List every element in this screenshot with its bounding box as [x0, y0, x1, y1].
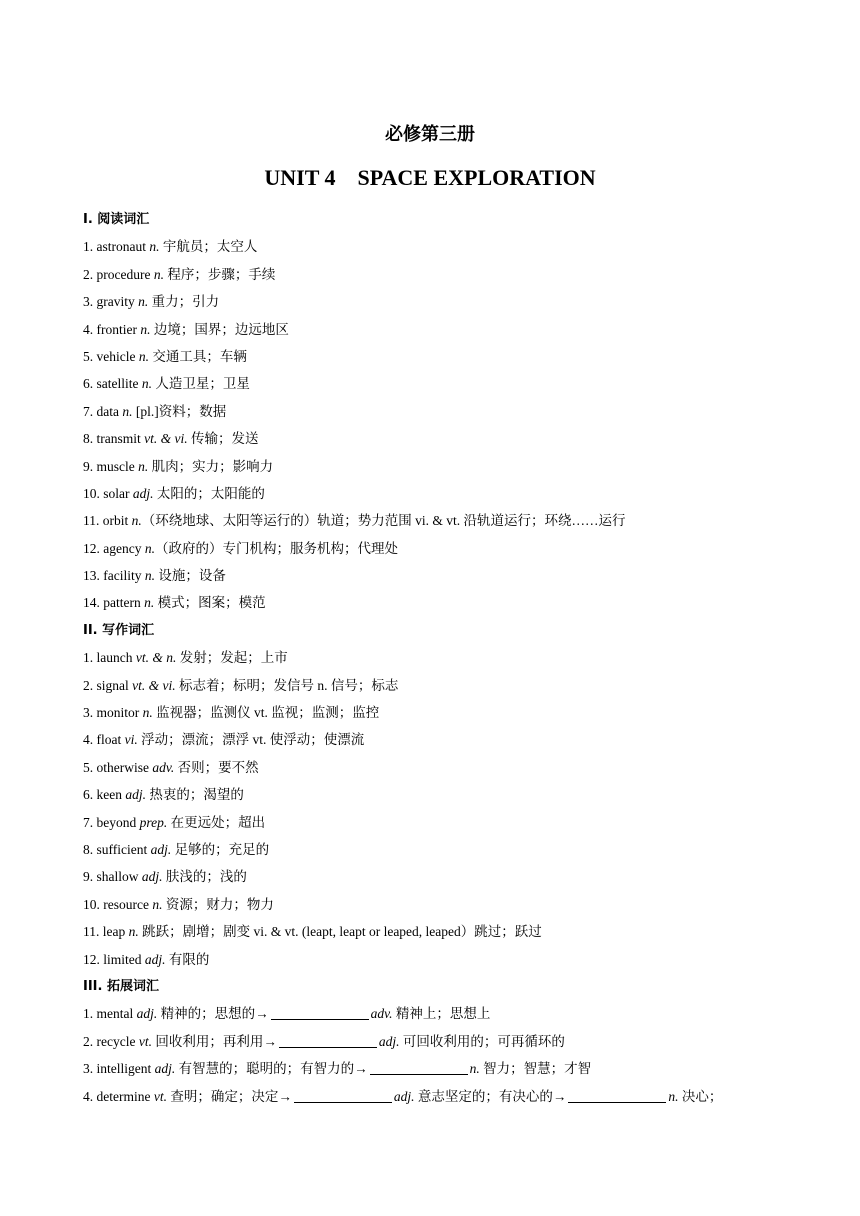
list-item: 14. pattern n. 模式；图案；模范 [83, 595, 266, 611]
vocabulary-content [83, 206, 803, 1110]
list-item: 13. facility n. 设施；设备 [83, 568, 226, 584]
list-item: 4. frontier n. 边境；国界；边远地区 [83, 321, 289, 337]
list-item: 11. orbit n.（环绕地球、太阳等运行的）轨道；势力范围 vi. & vt. 沿轨道运行；环绕……运行 [83, 513, 626, 529]
list-item: 6. satellite n. 人造卫星；卫星 [83, 376, 250, 392]
list-item: 4. determine vt. 查明；确定；决定→ adj. 意志坚定的；有决心的→ n. 决心； [83, 1088, 723, 1104]
list-item: 1. launch vt. & n. 发射；发起；上市 [83, 650, 288, 666]
list-item: 2. recycle vt. 回收利用；再利用→ adj. 可回收利用的；可再循环的 [83, 1033, 565, 1049]
answer-blank[interactable] [370, 1060, 468, 1075]
list-item: 8. transmit vt. & vi. 传输；发送 [83, 431, 259, 447]
list-item: 4. float vi. 浮动；漂流；漂浮 vt. 使浮动；使漂流 [83, 732, 365, 748]
answer-blank[interactable] [279, 1033, 377, 1048]
answer-blank[interactable] [271, 1005, 369, 1020]
list-item: 2. signal vt. & vi. 标志着；标明；发信号 n. 信号；标志 [83, 677, 399, 693]
list-item: 9. shallow adj. 肤浅的；浅的 [83, 869, 247, 885]
list-item: 10. solar adj. 太阳的；太阳能的 [83, 485, 265, 501]
list-item: 1. astronaut n. 宇航员；太空人 [83, 239, 258, 255]
unit-title: UNIT 4 SPACE EXPLORATION [264, 165, 596, 190]
list-item: 3. intelligent adj. 有智慧的；聪明的；有智力的→ n. 智力；智慧；才智 [83, 1061, 592, 1077]
list-item: 7. beyond prep. 在更远处；超出 [83, 814, 266, 830]
list-item: 12. limited adj. 有限的 [83, 951, 210, 967]
book-title: 必修第三册 [385, 124, 475, 145]
list-item: 2. procedure n. 程序；步骤；手续 [83, 266, 276, 282]
list-item: 8. sufficient adj. 足够的；充足的 [83, 841, 270, 857]
list-item: 12. agency n.（政府的）专门机构；服务机构；代理处 [83, 540, 398, 556]
list-item: 3. gravity n. 重力；引力 [83, 294, 220, 310]
answer-blank[interactable] [294, 1088, 392, 1103]
list-item: 9. muscle n. 肌肉；实力；影响力 [83, 458, 274, 474]
list-item: 7. data n. [pl.]资料；数据 [83, 403, 227, 419]
list-item: 5. vehicle n. 交通工具；车辆 [83, 348, 247, 364]
list-item: 5. otherwise adv. 否则；要不然 [83, 759, 259, 775]
list-item: 10. resource n. 资源；财力；物力 [83, 896, 274, 912]
list-item: 1. mental adj. 精神的；思想的→ adv. 精神上；思想上 [83, 1006, 491, 1022]
list-item: 3. monitor n. 监视器；监测仪 vt. 监视；监测；监控 [83, 705, 380, 721]
section-title-writing: II. 写作词汇 [83, 622, 155, 638]
answer-blank[interactable] [568, 1088, 666, 1103]
list-item: 6. keen adj. 热衷的；渴望的 [83, 787, 244, 803]
list-item: 11. leap n. 跳跃；剧增；剧变 vi. & vt. (leapt, leapt or leaped, leaped）跳过；跃过 [83, 924, 542, 940]
section-title-extension: III. 拓展词汇 [83, 978, 159, 994]
section-title-reading: I. 阅读词汇 [83, 212, 150, 227]
